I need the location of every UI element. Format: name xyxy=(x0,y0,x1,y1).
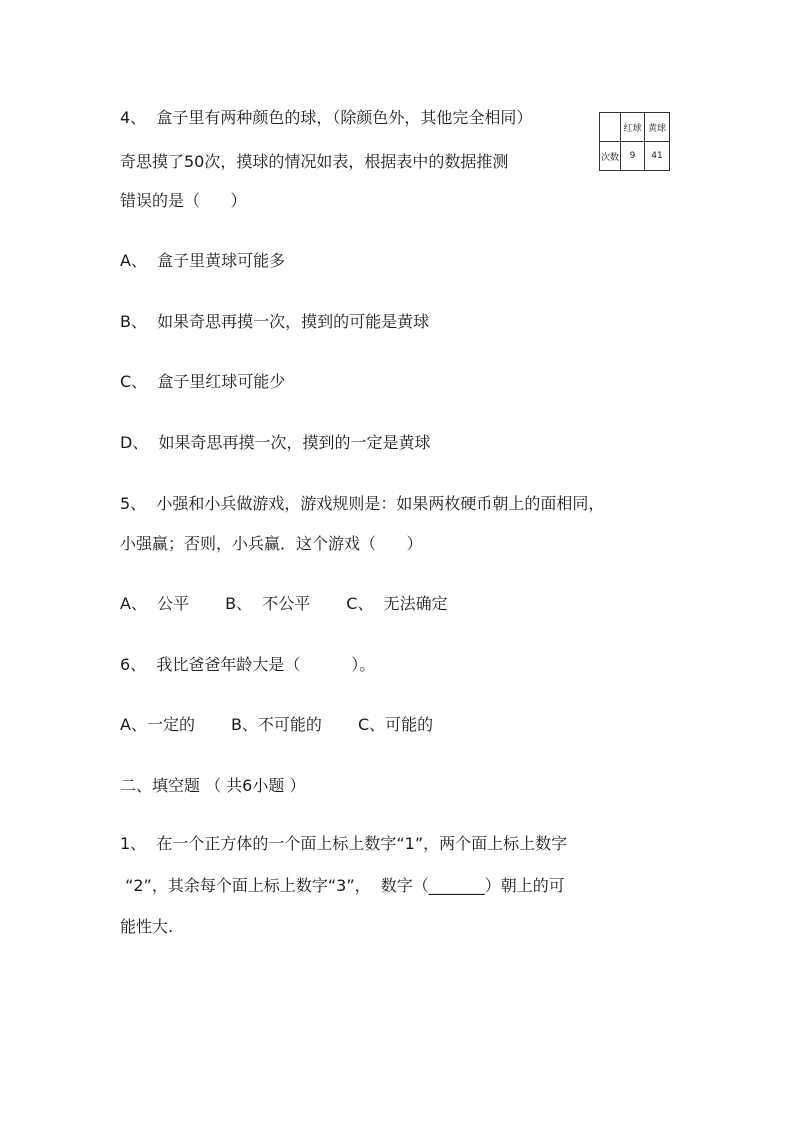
q4-line-1: 4、 盒子里有两种颜色的球，（除颜色外，其他完全相同） xyxy=(120,108,533,127)
q4-line-3: 错误的是（ ） xyxy=(120,191,247,210)
q6-option-a: A、一定的 xyxy=(120,715,195,734)
q6-option-c: C、可能的 xyxy=(357,715,434,734)
f1-line-2: “2”，其余每个面上标上数字“3”， 数字（_______）朝上的可 xyxy=(120,876,565,895)
q4-option-c: C、 盒子里红球可能少 xyxy=(120,372,286,391)
section-2-title: 二、填空题 （ 共6小题 ） xyxy=(120,776,306,795)
table-row xyxy=(600,142,670,171)
table-cell: 黄球 xyxy=(645,113,670,142)
table-cell: 41 xyxy=(645,142,670,171)
f1-line-1: 1、 在一个正方体的一个面上标上数字“1”，两个面上标上数字 xyxy=(120,834,568,853)
q4-option-a: A、 盒子里黄球可能多 xyxy=(120,251,286,270)
q5-line-2: 小强赢；否则，小兵赢．这个游戏（ ） xyxy=(120,534,423,553)
q5-option-b: B、 不公平 xyxy=(225,594,311,613)
q5-line-1: 5、 小强和小兵做游戏，游戏规则是：如果两枚硬币朝上的面相同， xyxy=(120,494,605,513)
table-cell: 9 xyxy=(621,142,645,171)
q5-option-c: C、 无法确定 xyxy=(346,594,448,613)
table-cell xyxy=(600,113,621,142)
q4-line-2: 奇思摸了50次，摸球的情况如表，根据表中的数据推测 xyxy=(120,152,509,171)
table-header-row xyxy=(600,113,670,142)
q6-line-1: 6、 我比爸爸年龄大是（ ）。 xyxy=(120,655,376,674)
q6-options xyxy=(120,715,433,735)
q4-option-b: B、 如果奇思再摸一次，摸到的可能是黄球 xyxy=(120,312,430,331)
q5-option-a: A、 公平 xyxy=(120,594,190,613)
q5-options xyxy=(120,594,448,614)
ball-count-table xyxy=(599,112,670,171)
q6-option-b: B、不可能的 xyxy=(230,715,322,734)
table-cell: 次数 xyxy=(600,142,621,171)
f1-line-3: 能性大. xyxy=(120,917,174,936)
table-cell: 红球 xyxy=(621,113,645,142)
q4-option-d: D、 如果奇思再摸一次，摸到的一定是黄球 xyxy=(120,433,431,452)
